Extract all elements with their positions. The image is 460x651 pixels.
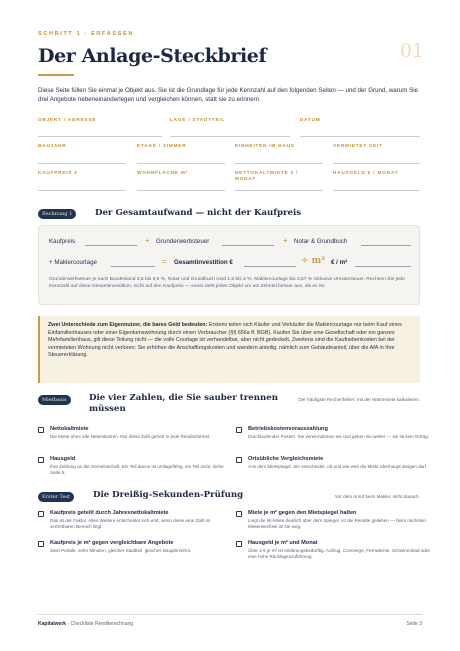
- field-label: BAUJAHR: [38, 143, 67, 148]
- checklist-item-title: Ortsübliche Vergleichsmiete: [248, 456, 324, 462]
- section-title: Die Dreißig-Sekunden-Prüfung: [93, 490, 244, 500]
- field-line: [300, 136, 420, 137]
- field-label: NETTOKALTMIETE € / MONAT: [235, 170, 299, 181]
- checklist-item-desc: Ihre Zahlung an die Gemeinschaft. Ein Teil davon ist umlagefähig, ein Teil nicht, siehe Seite 5.: [50, 464, 224, 476]
- calc-grunderwerbsteuer-label: Grunderwerbsteuer: [156, 238, 210, 245]
- checkbox[interactable]: [38, 511, 44, 517]
- checklist-item-desc: Liegt die Ist-Miete deutlich über dem Spiegel, ist die Rendite geliehen — beim nächsten Mieterwechsel ist sie weg.: [248, 518, 426, 530]
- calc-per-sqm-label: € / m²: [331, 259, 348, 266]
- calc-note: Grunderwerbsteuer je nach Bundesland 3,5 bis 6,5 %, Notar und Grundbuch rund 1,5 bis 2 %, Maklercourtage bis 3,57 % inklusive Umsatzsteuer. Rechnen Sie jede Kennzahl auf diese Gesamtinvestition, nicht auf den Kaufpreis — sonst sieht jedes Objekt um ein Zehntel besser aus, als es ist.: [49, 277, 405, 289]
- section-note: Der häufigste Rechenfehler: mit der Warmmiete kalkulieren.: [298, 397, 420, 402]
- plus-operator: +: [145, 236, 150, 245]
- calc-box: [38, 225, 420, 305]
- callout-box: [38, 316, 420, 383]
- checklist-item-title: Miete je m² gegen den Mietspiegel halten: [248, 510, 357, 516]
- field-label: DATUM: [300, 117, 321, 122]
- step-number: 01: [399, 40, 424, 62]
- calc-notar-input[interactable]: [361, 245, 411, 246]
- field-nettokaltmiete[interactable]: [235, 170, 323, 182]
- calc-grunderwerbsteuer-input[interactable]: [222, 245, 274, 246]
- section-title: Der Gesamtaufwand — nicht der Kaufpreis: [95, 208, 302, 218]
- checklist-item-desc: Zwei Portale, zehn Minuten, gleicher Stadtteil, gleiches Baujahrzehnt.: [50, 548, 192, 553]
- field-line: [235, 163, 323, 164]
- footer-brand: Kapitalwerk: [38, 621, 67, 627]
- field-label: LAGE / STADTTEIL: [170, 117, 226, 122]
- checklist-item-desc: Durchlaufender Posten. Sie vereinnahmen sie und geben sie weiter — sie ist kein Ertrag.: [248, 434, 430, 439]
- field-line: [170, 136, 290, 137]
- field-kaufpreis[interactable]: [38, 170, 126, 176]
- field-label: OBJEKT / ADRESSE: [38, 117, 97, 122]
- section-note: Vor dem Anruf beim Makler, nicht danach.: [334, 494, 420, 499]
- field-label: ETAGE / ZIMMER: [137, 143, 187, 148]
- footer-subtitle: · Checkliste Renditerechnung: [66, 621, 134, 627]
- checkbox[interactable]: [38, 457, 44, 463]
- checklist-item-title: Betriebskostenvorauszahlung: [248, 426, 328, 432]
- per-sqm-operator: ÷ m²: [301, 256, 326, 266]
- field-label: EINHEITEN IM HAUS: [235, 143, 295, 148]
- field-line: [38, 136, 162, 137]
- field-line: [333, 163, 420, 164]
- field-label: VERMIETET SEIT: [333, 143, 383, 148]
- equals-operator: =: [162, 257, 167, 266]
- section-title: Die vier Zahlen, die Sie sauber trennen müssen: [89, 393, 278, 414]
- footer-left: [38, 621, 133, 627]
- checkbox[interactable]: [38, 541, 44, 547]
- calc-per-sqm-input[interactable]: [355, 266, 411, 267]
- checklist-item-title: Kaufpreis geteilt durch Jahresnettokaltmiete: [50, 510, 169, 516]
- page-number: Seite 3: [406, 621, 422, 627]
- plus-operator: +: [283, 236, 288, 245]
- field-line: [137, 163, 225, 164]
- field-hausgeld[interactable]: [333, 170, 420, 176]
- field-line: [137, 190, 225, 191]
- calc-notar-label: Notar & Grundbuch: [294, 238, 348, 245]
- checkbox[interactable]: [38, 427, 44, 433]
- callout-lead: Zwei Unterschiede zum Eigennutzer, die bares Geld bedeuten:: [48, 322, 208, 328]
- checklist-item-desc: Über 4 € je m² ist erklärungsbedürftig: Aufzug, Concierge, Fernwärme, Schwimmbad oder eine hohe Rücklagenzuführung.: [248, 548, 431, 560]
- field-vermietet-seit[interactable]: [333, 143, 420, 149]
- checklist-item-desc: Das ist der Faktor. Alles Weitere entscheidet sich erst, wenn diese eine Zahl im vertretbaren Bereich liegt.: [50, 518, 211, 530]
- field-lage-stadtteil[interactable]: [170, 117, 290, 123]
- field-label: WOHNFLÄCHE M²: [137, 170, 189, 175]
- field-line: [38, 190, 126, 191]
- calc-kaufpreis-input[interactable]: [85, 245, 137, 246]
- checklist-item-title: Kaufpreis je m² gegen vergleichbare Angebote: [50, 540, 174, 546]
- page-title: Der Anlage-Steckbrief: [38, 45, 267, 67]
- field-wohnflaeche[interactable]: [137, 170, 225, 176]
- calc-gesamt-input[interactable]: [244, 266, 296, 267]
- checkbox[interactable]: [236, 541, 242, 547]
- checklist-item-title: Nettokaltmiete: [50, 426, 89, 432]
- field-datum[interactable]: [300, 117, 420, 123]
- callout-body: Erstens teilen sich Käufer und Verkäufer die Maklercourtage nur beim Kauf eines Einfamilienhauses oder einer Eigentumswohnung durch einen Verbraucher (§§ 656a ff. BGB). Kaufen Sie über eine Gesellschaft oder ein ganzes Mehrfamilienhaus, gilt diese Teilung nicht — die volle Courtage ist verhandelbar, aber nicht gedeckelt. Zweitens sind die Kaufnebenkosten bei der vermieteten Wohnung nicht verloren: Sie erhöhen die Anschaffungskosten und wandern anteilig, nämlich zum Gebäudeanteil, über die AfA in Ihre Steuererklärung.: [48, 322, 402, 359]
- field-einheiten-im-haus[interactable]: [235, 143, 323, 149]
- field-line: [38, 163, 126, 164]
- intro-paragraph: Diese Seite füllen Sie einmal je Objekt aus. Sie ist die Grundlage für jede Kennzahl auf den folgenden Seiten — und der Grund, warum Sie drei Angebote nebeneinanderlegen und vergleichen können, statt sie zu erinnern.: [38, 87, 419, 104]
- section-badge: Mietbasis: [38, 395, 71, 405]
- step-kicker: SCHRITT 1 · ERFASSEN: [38, 31, 135, 37]
- calc-makler-label: + Maklercourtage: [49, 259, 97, 266]
- field-line: [333, 190, 420, 191]
- field-objekt-adresse[interactable]: [38, 117, 162, 123]
- field-line: [235, 190, 323, 191]
- section-badge: Erster Test: [38, 492, 74, 502]
- checklist-item-desc: Aus dem Mietspiegel. Sie entscheidet, ob und wie weit die Miete überhaupt steigen darf.: [248, 464, 428, 469]
- checklist-item-title: Hausgeld: [50, 456, 76, 462]
- checklist-item-title: Hausgeld je m² und Monat: [248, 540, 318, 546]
- field-label: KAUFPREIS €: [38, 170, 78, 175]
- checkbox[interactable]: [236, 457, 242, 463]
- field-baujahr[interactable]: [38, 143, 126, 149]
- footer-divider: [38, 614, 422, 615]
- calc-makler-input[interactable]: [111, 266, 155, 267]
- checkbox[interactable]: [236, 427, 242, 433]
- field-etage-zimmer[interactable]: [137, 143, 225, 149]
- section-badge: Rechnung 1: [38, 209, 76, 219]
- checkbox[interactable]: [236, 511, 242, 517]
- calc-kaufpreis-label: Kaufpreis: [49, 238, 76, 245]
- checklist-item-desc: Die Miete ohne alle Nebenkosten. Nur diese Zahl gehört in jede Renditeformel.: [50, 434, 211, 439]
- title-underline: [38, 74, 74, 76]
- field-label: HAUSGELD € / MONAT: [333, 170, 399, 175]
- calc-gesamt-label: Gesamtinvestition €: [174, 259, 233, 266]
